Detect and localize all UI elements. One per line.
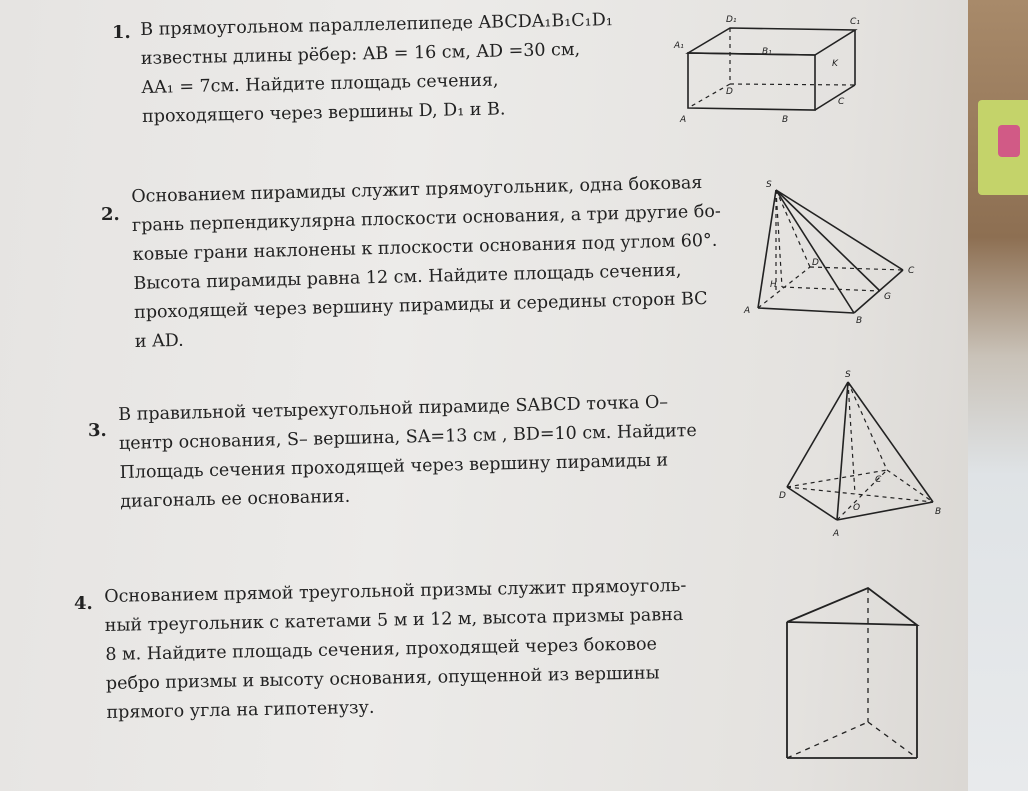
problem-3-number: 3. (88, 420, 107, 441)
problem-2-line: Основанием пирамиды служит прямоугольник, одна боковая (131, 173, 703, 207)
figure-label: A (680, 115, 687, 125)
figure-label: C (838, 97, 845, 107)
problem-2-line: проходящей через вершину пирамиды и середины сторон BC (133, 288, 708, 323)
problem-2-line: грань перпендикулярна плоскости основания, а три другие бо- (131, 201, 722, 236)
figure-label: D (779, 491, 786, 501)
figure-label: C (875, 475, 882, 485)
problem-4-line: Основанием прямой треугольной призмы служит прямоуголь- (104, 575, 687, 607)
figure-label: H (770, 280, 777, 290)
problem-4-text (104, 572, 689, 728)
problem-2-text (131, 169, 724, 357)
problem-3-line: центр основания, S– вершина, SA=13 см , BD=10 см. Найдите (118, 420, 697, 454)
figure-label: S (845, 370, 851, 380)
problem-4-line: ребро призмы и высоту основания, опущенной из вершины (105, 663, 660, 694)
figure-label: G (884, 292, 891, 302)
problem-3-text (118, 388, 698, 517)
figure-label: A (744, 306, 751, 316)
problem-3-line: В правильной четырехугольной пирамиде SABCD точка O– (118, 392, 669, 425)
problem-4-line: ный треугольник с катетами 5 м и 12 м, высота призмы равна (104, 604, 684, 636)
figure-label: C (908, 266, 915, 276)
figure-label: B (856, 316, 863, 325)
problem-1-line: AA₁ = 7см. Найдите площадь сечения, (141, 70, 499, 98)
figure-label: B (782, 115, 789, 125)
prism-figure (775, 580, 935, 765)
figure-label: A₁ (674, 41, 684, 51)
problem-1-line: проходящего через вершины D, D₁ и B. (141, 99, 506, 127)
figure-label: B₁ (762, 47, 772, 57)
figure-label: O (853, 503, 861, 513)
problem-4-line: прямого угла на гипотенузу. (106, 697, 375, 723)
figure-label: K (832, 59, 838, 69)
problem-1-line: В прямоугольном параллелепипеде ABCDA₁B₁C₁D₁ (140, 10, 613, 40)
figure-label: D (726, 87, 733, 97)
pyramid-regular-figure (775, 362, 950, 542)
problem-1-text (140, 6, 615, 132)
problem-4-number: 4. (74, 593, 93, 614)
problem-1-line: известны длины рёбер: AB = 16 см, AD =30 см, (140, 39, 581, 69)
figure-label: C₁ (850, 17, 860, 27)
pyramid-rect-figure (738, 175, 928, 325)
figure-label: B (935, 507, 942, 517)
problem-2-line: ковые грани наклонены к плоскости основания под углом 60°. (132, 230, 718, 265)
problem-3-line: Площадь сечения проходящей через вершину пирамиды и (119, 450, 669, 483)
sticky-note-mark (998, 125, 1020, 157)
problem-2-number: 2. (101, 204, 120, 225)
parallelepiped-figure (670, 10, 860, 130)
problem-4-line: 8 м. Найдите площадь сечения, проходящей через боковое (105, 634, 658, 665)
figure-label: D₁ (726, 15, 737, 25)
problem-1-number: 1. (112, 22, 131, 43)
problem-2-line: Высота пирамиды равна 12 см. Найдите площадь сечения, (133, 260, 682, 294)
problem-2-line: и AD. (134, 330, 184, 352)
figure-label: A (833, 529, 840, 539)
problem-3-line: диагональ ее основания. (120, 486, 351, 512)
figure-label: S (766, 180, 772, 190)
figure-label: D (812, 258, 819, 268)
